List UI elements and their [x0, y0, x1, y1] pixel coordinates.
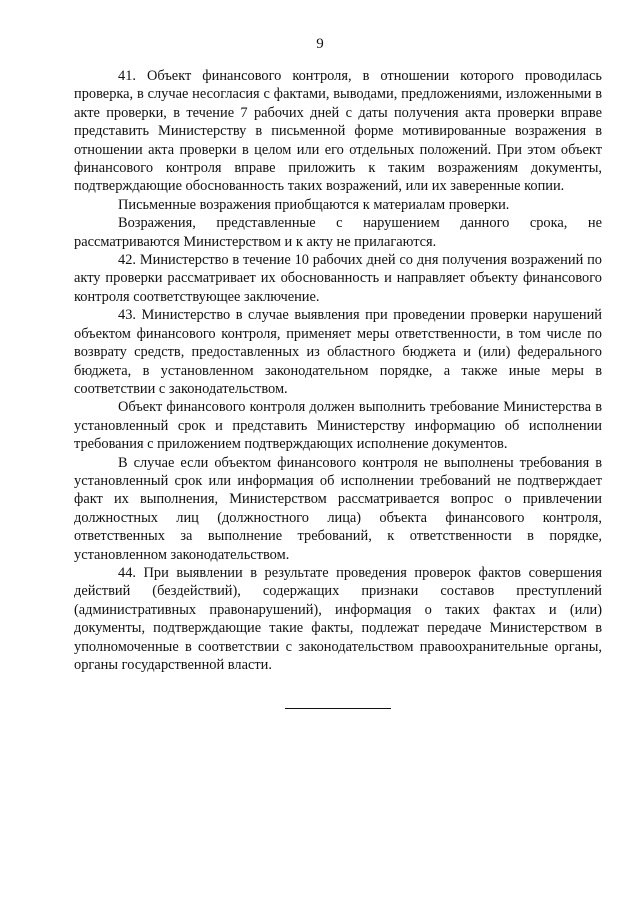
paragraph-42: 42. Министерство в течение 10 рабочих дней со дня получения возражений по акту проверки рассматривает их обоснованность и направляет объекту финансового контроля соответствующее заключение. [74, 252, 602, 305]
document-body [74, 67, 602, 674]
paragraph-non-fulfillment: В случае если объектом финансового контроля не выполнены требования в установленный срок или информация об исполнении требований не подтверждает факт их выполнения, Министерством рассматривается вопрос о привлечении должностных лиц (должностного лица) объекта финансового контроля, ответственных за выполнение требований, к ответственности в порядке, установленном законодательством. [74, 454, 602, 563]
end-of-text-rule [285, 708, 391, 709]
page-number: 9 [316, 36, 324, 52]
paragraph-44: 44. При выявлении в результате проведения проверок фактов совершения действий (бездействий), содержащих признаки составов преступлений (административных правонарушений), информация о таких фактах и (или) документы, подтверждающие такие факты, подлежат передаче Министерством в уполномоченные в соответствии с законодательством правоохранительные органы, органы государственной власти. [74, 564, 602, 673]
paragraph-41: 41. Объект финансового контроля, в отношении которого проводилась проверка, в случае несогласия с фактами, выводами, предложениями, изложенными в акте проверки, в течение 7 рабочих дней с даты получения акта проверки вправе представить Министерству в письменной форме мотивированные возражения в отношении акта проверки в целом или его отдельных положений. При этом объект финансового контроля вправе приложить к таким возражениям документы, подтверждающие обоснованность таких возражений, или их заверенные копии. [74, 68, 602, 195]
paragraph-late-objections: Возражения, представленные с нарушением данного срока, не рассматриваются Министерством и к акту не прилагаются. [74, 215, 602, 250]
paragraph-43: 43. Министерство в случае выявления при проведении проверки нарушений объектом финансового контроля, применяет меры ответственности, в том числе по возврату средств, предоставленных из областного бюджета и (или) федерального бюджета, в установленном законодательном порядке, а также иные меры в соответствии с законодательством. [74, 307, 602, 397]
paragraph-requirement-fulfillment: Объект финансового контроля должен выполнить требование Министерства в установленный срок и представить Министерству информацию об исполнении требования с приложением подтверждающих исполнение документов. [74, 399, 602, 453]
paragraph-objections-attached: Письменные возражения приобщаются к материалам проверки. [118, 196, 510, 213]
